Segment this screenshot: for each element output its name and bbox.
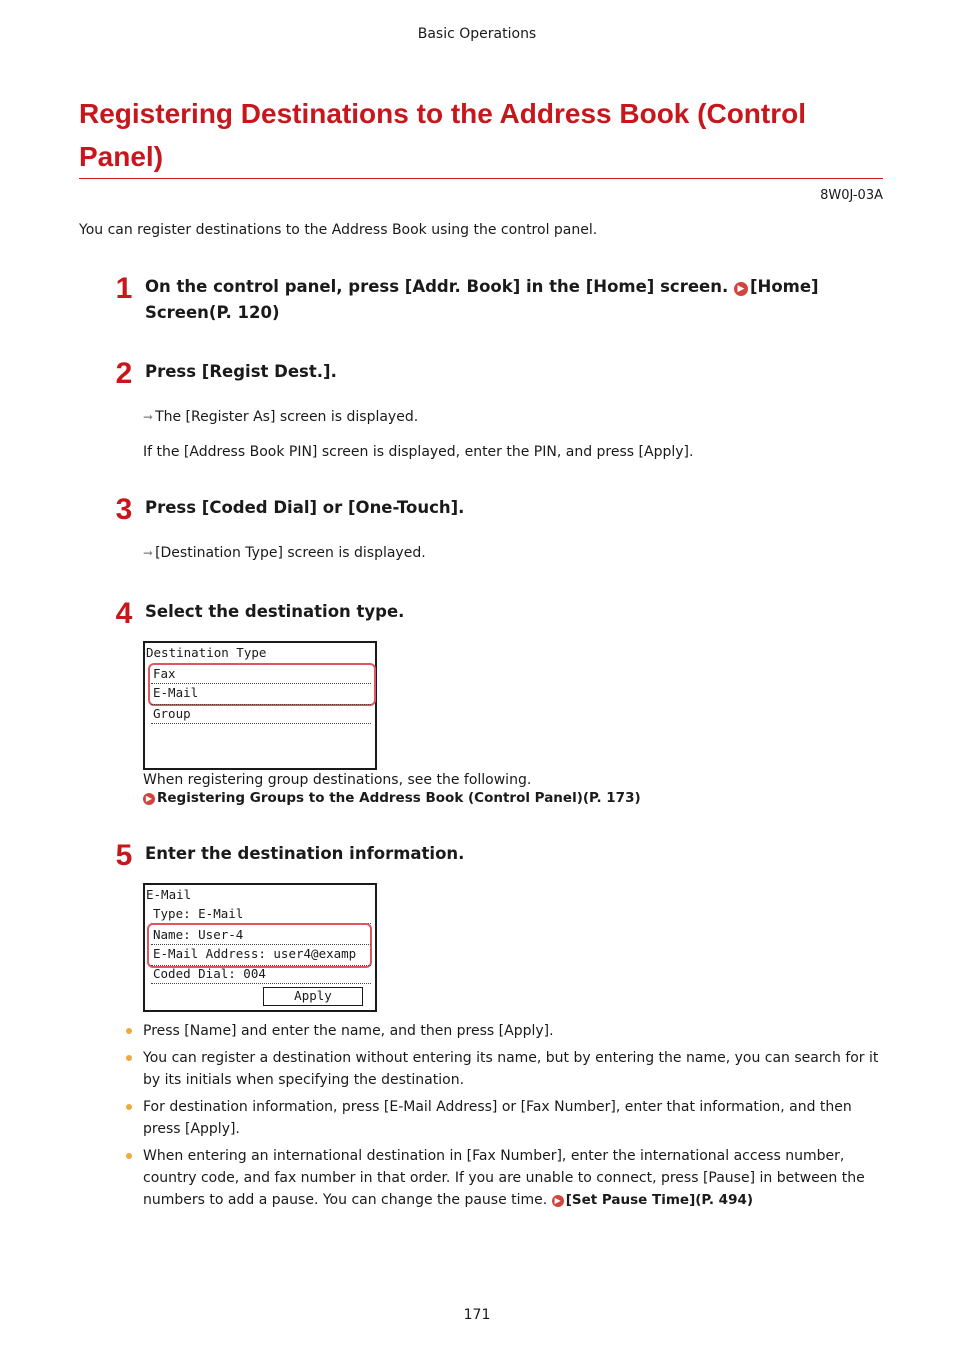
step-4-link-line [143,790,641,806]
option-email[interactable]: E-Mail [153,685,199,700]
lcd-header: E-Mail [146,887,192,902]
row-divider [151,723,371,724]
bullet-icon [126,1153,132,1159]
list-item-text: When entering an international destination in [Fax Number], enter the international access number, country code, and fax number in that order. If you are unable to connect, press [Pause] in between the numbers to add a pause. You can change the pause time. [143,1148,865,1208]
step-number-5: 5 [115,839,133,872]
step-3-result [143,545,426,561]
result-arrow-icon: ➞ [143,410,152,424]
step-4-text: Select the destination type. [145,602,405,621]
step-number-1: 1 [115,272,133,305]
home-screen-link[interactable]: [Home] Screen(P. 120) [145,277,819,322]
circle-arrow-icon: ▶ [552,1195,564,1207]
bullet-icon [126,1028,132,1034]
row-divider [151,983,371,984]
step-number-3: 3 [115,493,133,526]
step-5-notes [125,1020,885,1216]
list-item-text: Press [Name] and enter the name, and then press [Apply]. [143,1023,554,1039]
option-fax[interactable]: Fax [153,666,176,681]
destination-type-screen [143,641,377,770]
document-id: 8W0J-03A [820,188,883,203]
result-arrow-icon: ➞ [143,546,152,560]
list-item [125,1145,885,1211]
circle-arrow-icon: ▶ [734,282,748,296]
page-header: Basic Operations [417,26,537,42]
field-name[interactable]: Name: User-4 [153,927,244,942]
title-divider [79,178,883,179]
list-item-text: You can register a destination without entering its name, but by entering the name, you can search for it by its initials when specifying the destination. [143,1050,879,1088]
intro-text: You can register destinations to the Address Book using the control panel. [79,222,598,238]
page-title: Registering Destinations to the Address Book (Control Panel) [79,98,807,172]
list-item [125,1096,885,1140]
apply-button[interactable]: Apply [263,987,363,1006]
step-2-note: If the [Address Book PIN] screen is displayed, enter the PIN, and press [Apply]. [143,444,694,460]
field-coded-dial[interactable]: Coded Dial: 004 [153,966,266,981]
page-number: 171 [463,1307,491,1323]
step-2-result [143,409,418,425]
list-item [125,1047,885,1091]
step-3-result-text: [Destination Type] screen is displayed. [155,545,426,561]
circle-arrow-icon: ▶ [143,793,155,805]
step-2-result-text: The [Register As] screen is displayed. [155,409,419,425]
option-group[interactable]: Group [153,706,191,721]
list-item-text: For destination information, press [E-Mail Address] or [Fax Number], enter that information, and then press [Apply]. [143,1099,852,1137]
field-type[interactable]: Type: E-Mail [153,906,244,921]
set-pause-time-link[interactable]: [Set Pause Time](P. 494) [565,1192,754,1208]
list-item [125,1020,885,1042]
step-1-instruction [145,274,845,326]
step-2-text: Press [Regist Dest.]. [145,362,337,381]
step-5-text: Enter the destination information. [145,844,465,863]
bullet-icon [126,1104,132,1110]
email-entry-screen [143,883,377,1012]
step-3-text: Press [Coded Dial] or [One-Touch]. [145,498,465,517]
registering-groups-link[interactable]: Registering Groups to the Address Book (Control Panel)(P. 173) [157,790,641,806]
bullet-icon [126,1055,132,1061]
step-1-text: On the control panel, press [Addr. Book] in the [Home] screen. [145,277,729,296]
step-number-4: 4 [115,597,133,630]
field-email-address[interactable]: E-Mail Address: user4@examp [153,946,357,961]
step-number-2: 2 [115,357,133,390]
step-4-note: When registering group destinations, see the following. [143,772,532,788]
lcd-header: Destination Type [146,645,267,660]
